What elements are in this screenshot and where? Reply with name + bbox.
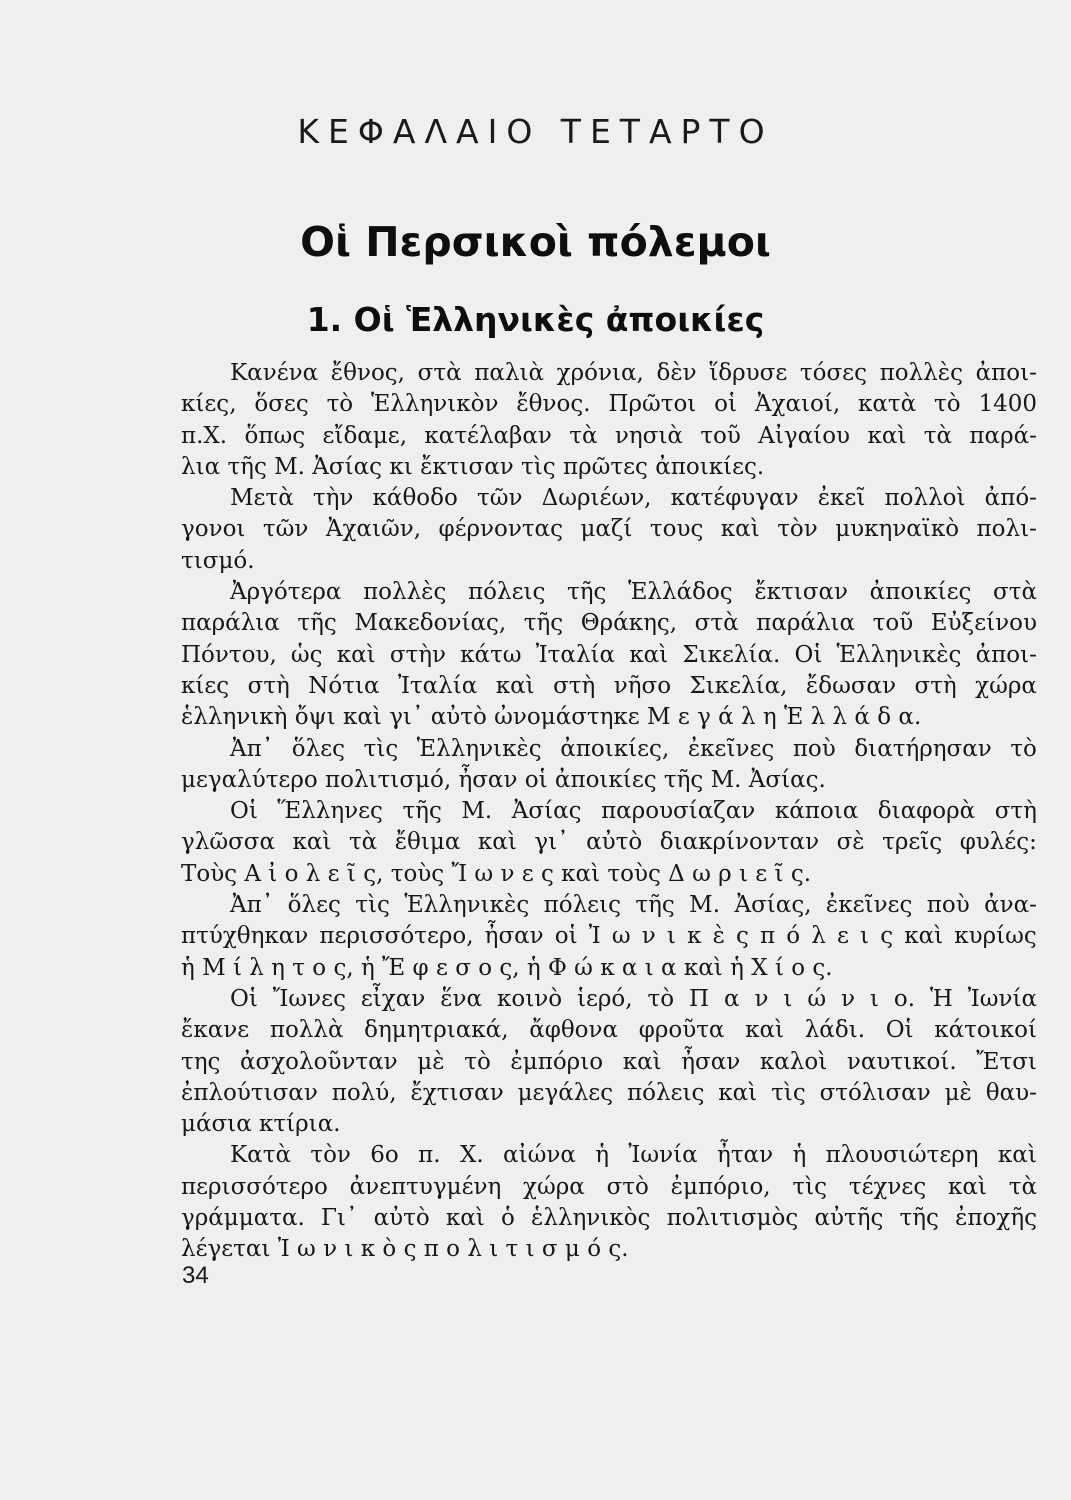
text-line: Μετὰ τὴν κάθοδο τῶν Δωριέων, κατέφυγαν ἐκεῖ πολλοὶ ἀπό- xyxy=(230,485,1037,512)
text-line: ἑλληνικὴ ὄψι καὶ γι᾿ αὐτὸ ὠνομάστηκε Μ ε γ ά λ η Ἑ λ λ ά δ α. xyxy=(181,704,922,731)
text-line: γονοι τῶν Ἀχαιῶν, φέρνοντας μαζί τους καὶ τὸν μυκηναϊκὸ πολι- xyxy=(181,516,1037,543)
text-line: γράμματα. Γι᾿ αὐτὸ καὶ ὁ ἑλληνικὸς πολιτισμὸς αὐτῆς τῆς ἐποχῆς xyxy=(181,1205,1037,1232)
text-line: ἐπλούτισαν πολύ, ἔχτισαν μεγάλες πόλεις καὶ τὶς στόλισαν μὲ θαυ- xyxy=(181,1079,1037,1106)
text-line: Κατὰ τὸν 6ο π. Χ. αἰώνα ἡ Ἰωνία ἦταν ἡ πλουσιώτερη καὶ xyxy=(230,1142,1037,1169)
text-line: Οἱ Ἕλληνες τῆς Μ. Ἀσίας παρουσίαζαν κάποια διαφορὰ στὴ xyxy=(230,798,1037,825)
text-line: Ἀργότερα πολλὲς πόλεις τῆς Ἑλλάδος ἔκτισαν ἀποικίες στὰ xyxy=(230,579,1037,606)
text-line: περισσότερο ἀνεπτυγμένη χώρα στὸ ἐμπόριο, τὶς τέχνες καὶ τὰ xyxy=(181,1173,1037,1200)
text-line: κίες, ὅσες τὸ Ἑλληνικὸν ἔθνος. Πρῶτοι οἱ Ἀχαιοί, κατὰ τὸ 1400 xyxy=(181,391,1037,418)
text-line: ἔκανε πολλὰ δημητριακά, ἄφθονα φροῦτα καὶ λάδι. Οἱ κάτοικοί xyxy=(181,1017,1037,1044)
text-line: Κανένα ἔθνος, στὰ παλιὰ χρόνια, δὲν ἵδρυσε τόσες πολλὲς ἀποι- xyxy=(230,360,1037,386)
text-line: παράλια τῆς Μακεδονίας, τῆς Θράκης, στὰ παράλια τοῦ Εὐξείνου xyxy=(181,610,1037,637)
text-line: μεγαλύτερο πολιτισμό, ἦσαν οἱ ἀποικίες τῆς Μ. Ἀσίας. xyxy=(181,766,826,793)
page-number: 34 xyxy=(182,1262,209,1289)
text-line: κίες στὴ Νότια Ἰταλία καὶ στὴ νῆσο Σικελία, ἔδωσαν στὴ χώρα xyxy=(181,672,1037,699)
text-line: Ἀπ᾿ ὅλες τὶς Ἑλληνικὲς πόλεις τῆς Μ. Ἀσίας, ἐκεῖνες ποὺ ἀνα- xyxy=(230,892,1037,919)
text-line: Πόντου, ὡς καὶ στὴν κάτω Ἰταλία καὶ Σικελία. Οἱ Ἑλληνικὲς ἀποι- xyxy=(181,641,1037,668)
section-title: 1. Οἱ Ἑλληνικὲς ἀποικίες xyxy=(306,300,765,339)
text-line: π.Χ. ὅπως εἴδαμε, κατέλαβαν τὰ νησιὰ τοῦ Αἰγαίου καὶ τὰ παρά- xyxy=(181,422,1037,449)
chapter-title: Οἱ Περσικοὶ πόλεμοι xyxy=(300,218,771,266)
body-text xyxy=(181,358,1037,1266)
text-line: μάσια κτίρια. xyxy=(181,1111,341,1138)
text-line: Οἱ Ἴωνες εἶχαν ἕνα κοινὸ ἱερό, τὸ Π α ν ι ώ ν ι ο. Ἡ Ἰωνία xyxy=(230,985,1037,1012)
text-line: λέγεται Ἰ ω ν ι κ ὸ ς π ο λ ι τ ι σ μ ό ς. xyxy=(181,1236,629,1263)
text-line: Ἀπ᾿ ὅλες τὶς Ἑλληνικὲς ἀποικίες, ἐκεῖνες ποὺ διατήρησαν τὸ xyxy=(230,735,1037,762)
text-line: λια τῆς Μ. Ἀσίας κι ἔκτισαν τὶς πρῶτες ἀποικίες. xyxy=(181,453,765,480)
text-line: πτύχθηκαν περισσότερο, ἦσαν οἱ Ἰ ω ν ι κ ὲ ς π ό λ ε ι ς καὶ κυρίως xyxy=(181,923,1037,950)
text-line: Τοὺς Α ἰ ο λ ε ῖ ς, τοὺς Ἴ ω ν ε ς καὶ τοὺς Δ ω ρ ι ε ῖ ς. xyxy=(181,860,812,887)
text-line: τισμό. xyxy=(181,547,255,574)
chapter-label: ΚΕΦΑΛΑΙΟ ΤΕΤΑΡΤΟ xyxy=(297,112,774,151)
text-line: της ἀσχολοῦνταν μὲ τὸ ἐμπόριο καὶ ἦσαν καλοὶ ναυτικοί. Ἔτσι xyxy=(181,1048,1037,1075)
text-line: ἡ Μ ί λ η τ ο ς, ἡ Ἔ φ ε σ ο ς, ἡ Φ ώ κ α ι α καὶ ἡ Χ ί ο ς. xyxy=(181,954,833,981)
text-line: γλῶσσα καὶ τὰ ἔθιμα καὶ γι᾿ αὐτὸ διακρίνονταν σὲ τρεῖς φυλές: xyxy=(181,829,1037,856)
